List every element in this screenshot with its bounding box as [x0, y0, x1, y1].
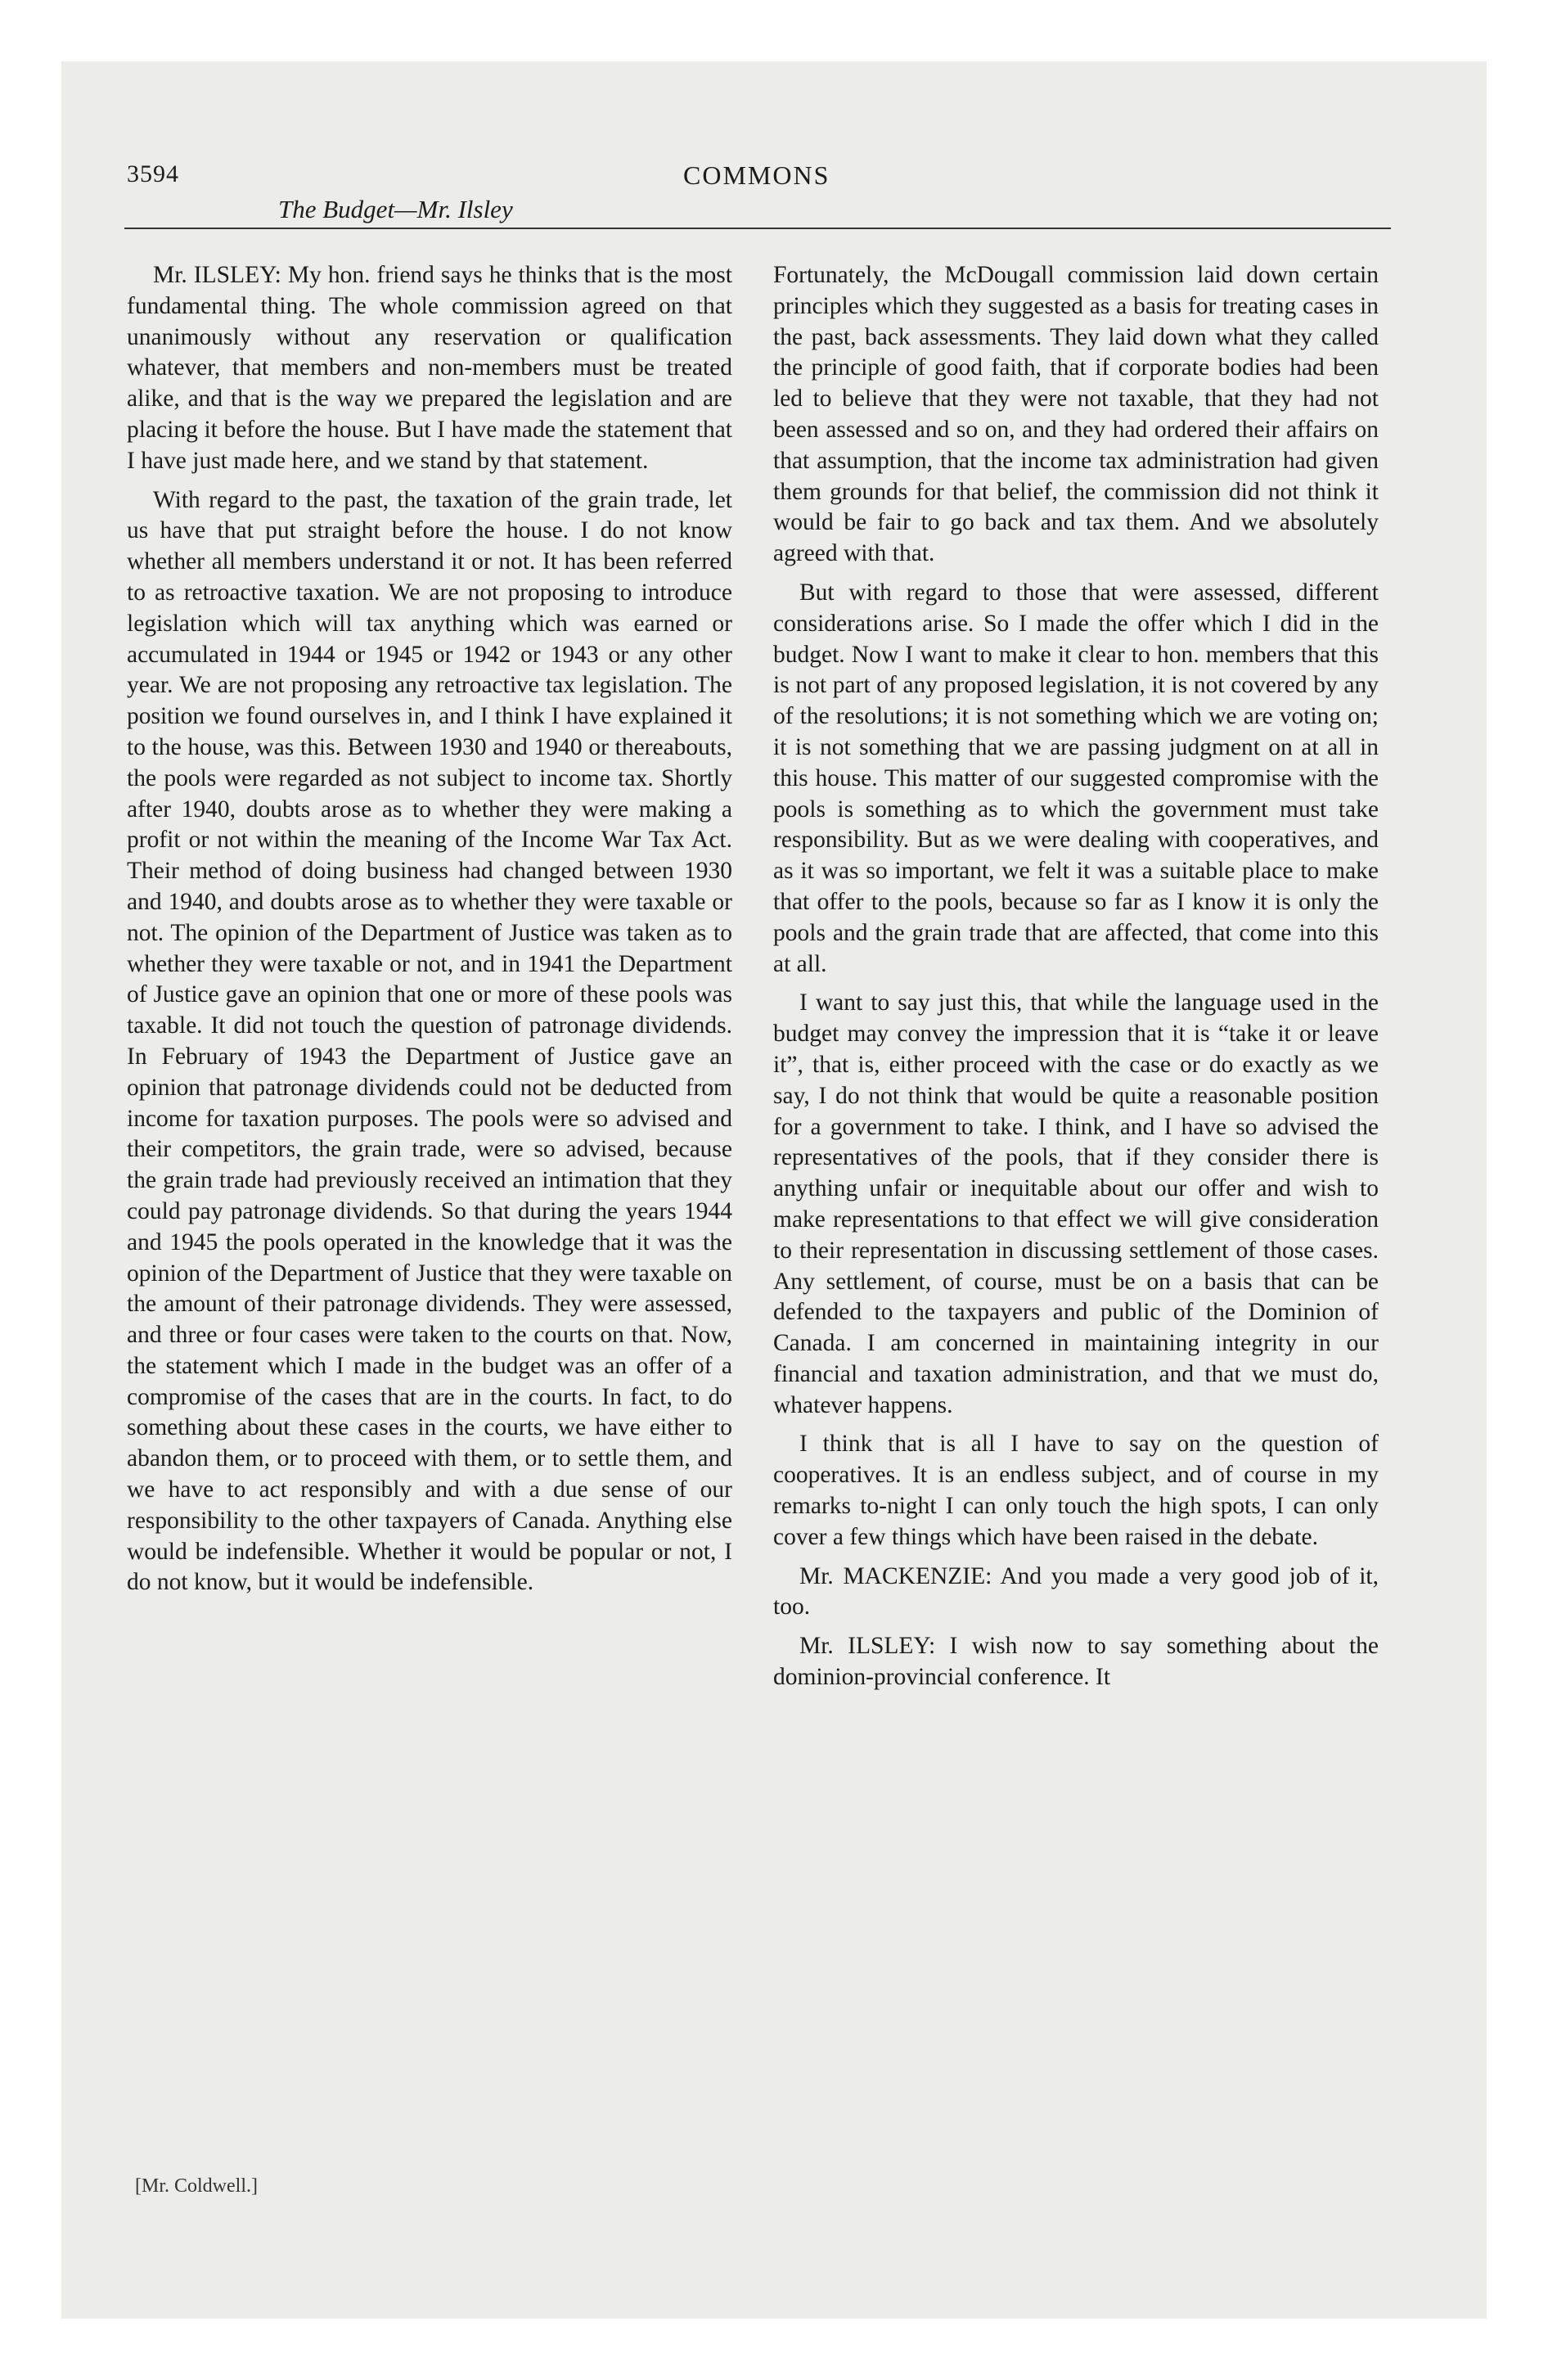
right-column	[773, 260, 1379, 1702]
paragraph: I want to say just this, that while the language used in the budget may convey the impression that it is “take it or leave it”, that is, either proceed with the case or do exactly as we say, I do not think that would be quite a reasonable position for a government to take. I think, and I have so advised the representatives of the pools, that if they consider there is anything unfair or inequitable about our offer and wish to make representations to that effect we will give consideration to their representation in discussing settlement of those cases. Any settlement, of course, must be on a basis that can be defended to the taxpayers and public of the Dominion of Canada. I am concerned in maintaining integrity in our financial and taxation administration, and that we must do, whatever happens.	[773, 989, 1379, 1418]
footer-note: [Mr. Coldwell.]	[135, 2175, 258, 2197]
header-rule	[124, 228, 1391, 229]
paragraph: But with regard to those that were assessed, different considerations arise. So I made the offer which I did in the budget. Now I want to make it clear to hon. members that this is not part of any proposed legislation, it is not covered by any of the resolutions; it is not something which we are voting on; it is not something that we are passing judgment on at all in this house. This matter of our suggested compromise with the pools is something as to which the government must take responsibility. But as we were dealing with cooperatives, and as it was so important, we felt it was a suitable place to make that offer to the pools, because so far as I know it is only the pools and the grain trade that are affected, that come into this at all.	[773, 579, 1379, 977]
page-number: 3594	[127, 160, 179, 187]
running-title: The Budget—Mr. Ilsley	[278, 195, 513, 223]
paragraph: Mr. MACKENZIE: And you made a very good job of it, too.	[773, 1562, 1379, 1620]
left-column	[127, 260, 732, 1607]
section-title: COMMONS	[683, 160, 830, 190]
paragraph: Mr. ILSLEY: I wish now to say something about the dominion-provincial conference. It	[773, 1633, 1379, 1691]
paragraph: Fortunately, the McDougall commission laid down certain principles which they suggested as a basis for treating cases in the past, back assessments. They laid down what they called the principle of good faith, that if corporate bodies had been led to believe that they were not taxable, that they had not been assessed and so on, and they had ordered their affairs on that assumption, that the income tax administration had given them grounds for that belief, the commission did not think it would be fair to go back and tax them. And we absolutely agreed with that.	[773, 262, 1379, 567]
paragraph: Mr. ILSLEY: My hon. friend says he thinks that is the most fundamental thing. The whole commission agreed on that unanimously without any reservation or qualification whatever, that members and non-members must be treated alike, and that is the way we prepared the legislation and are placing it before the house. But I have made the statement that I have just made here, and we stand by that statement.	[127, 262, 732, 474]
page-header	[127, 154, 1391, 228]
paragraph: I think that is all I have to say on the question of cooperatives. It is an endless subject, and of course in my remarks to-night I can only touch the high spots, I can only cover a few things which have been raised in the debate.	[773, 1431, 1379, 1550]
paragraph: With regard to the past, the taxation of the grain trade, let us have that put straight before the house. I do not know whether all members understand it or not. It has been referred to as retroactive taxation. We are not proposing to introduce legislation which will tax anything which was earned or accumulated in 1944 or 1945 or 1942 or 1943 or any other year. We are not proposing any retroactive tax legislation. The position we found ourselves in, and I think I have explained it to the house, was this. Between 1930 and 1940 or thereabouts, the pools were regarded as not subject to income tax. Shortly after 1940, doubts arose as to whether they were making a profit or not within the meaning of the Income War Tax Act. Their method of doing business had changed between 1930 and 1940, and doubts arose as to whether they were taxable or not. The opinion of the Department of Justice was taken as to whether they were taxable or not, and in 1941 the Department of Justice gave an opinion that one or more of these pools was taxable. It did not touch the question of patronage dividends. In February of 1943 the Department of Justice gave an opinion that patronage dividends could not be deducted from income for taxation purposes. The pools were so advised and their competitors, the grain trade, were so advised, because the grain trade had previously received an intimation that they could pay patronage dividends. So that during the years 1944 and 1945 the pools operated in the knowledge that it was the opinion of the Department of Justice that they were taxable on the amount of their patronage dividends. They were assessed, and three or four cases were taken to the courts on that. Now, the statement which I made in the budget was an offer of a compromise of the cases that are in the courts. In fact, to do something about these cases in the courts, we have either to abandon them, or to proceed with them, or to settle them, and we have to act responsibly and with a due sense of our responsibility to the other taxpayers of Canada. Anything else would be indefensible. Whether it would be popular or not, I do not know, but it would be indefensible.	[127, 486, 732, 1596]
